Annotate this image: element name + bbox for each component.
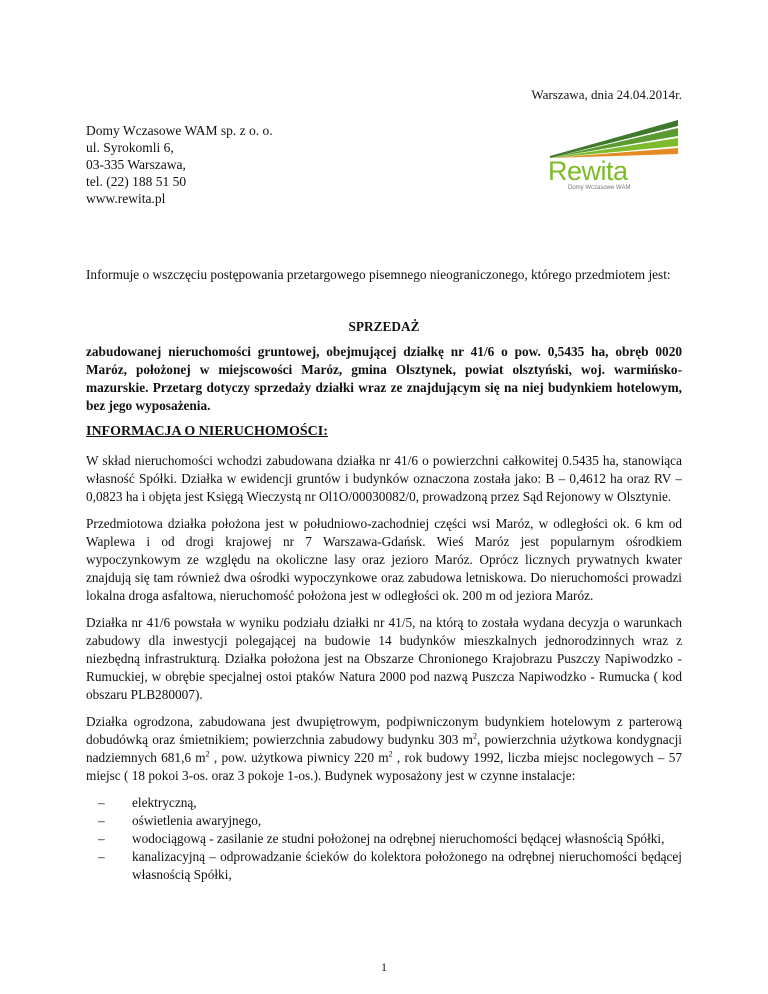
list-marker: –	[98, 831, 105, 846]
list-item	[98, 812, 682, 830]
list-item	[98, 830, 682, 848]
page-number: 1	[381, 960, 387, 974]
building-text-4: , rok budowy 1992, liczba miejsc noclegowych – 57 miejsc ( 18 pokoi 3-os. oraz 3 pokoje 1-os.). Budynek wyposażony jest w czynne instalacje:	[86, 750, 682, 783]
list-item	[98, 794, 682, 812]
paragraph-building	[86, 713, 682, 785]
dateline: Warszawa, dnia 24.04.2014r.	[531, 87, 682, 102]
intro-paragraph: Informuje o wszczęciu postępowania przetargowego pisemnego nieograniczonego, którego przedmiotem jest:	[86, 267, 671, 282]
list-marker: –	[98, 813, 105, 828]
list-item	[98, 848, 682, 884]
sender-phone: tel. (22) 188 51 50	[86, 174, 187, 189]
building-text-3: , pow. użytkowa piwnicy 220 m	[209, 750, 389, 765]
logo-wordmark: Rewita	[548, 156, 628, 186]
sender-city: 03-335 Warszawa,	[86, 157, 186, 172]
superscript-2: 2	[205, 749, 210, 759]
building-text-1: Działka ogrodzona, zabudowana jest dwupiętrowym, podpiwniczonym budynkiem hotelowym z parterową dobudówką oraz śmietnikiem; powierzchnia zabudowy budynku 303 m	[86, 714, 682, 747]
rewita-logo	[548, 118, 680, 194]
list-marker: –	[98, 795, 105, 810]
sender-website: www.rewita.pl	[86, 191, 166, 206]
paragraph-location: Przedmiotowa działka położona jest w południowo-zachodniej części wsi Maróz, w odległości ok. 6 km od Waplewa i od drogi krajowej nr 7 Warszawa-Gdańsk. Wieś Maróz jest popularnym ośrodkiem wypoczynkowym ze względu na okoliczne lasy oraz jezioro Maróz. Oprócz licznych prywatnych kwater znajdują się tam również dwa ośrodki wypoczynkowe oraz zabudowa letniskowa. Do nieruchomości prowadzi lokalna droga asfaltowa, nieruchomość położona jest w odległości ok. 200 m od jeziora Maróz.	[86, 516, 682, 603]
section-title: INFORMACJA O NIERUCHOMOŚCI:	[86, 424, 328, 439]
list-item-text: wodociągową - zasilanie ze studni położonej na odrębnej nieruchomości będącej własnością Spółki,	[132, 831, 665, 846]
superscript-2: 2	[388, 749, 393, 759]
superscript-2: 2	[472, 731, 477, 741]
document-heading: SPRZEDAŻ	[348, 319, 420, 334]
sender-company: Domy Wczasowe WAM sp. z o. o.	[86, 123, 273, 138]
property-description	[86, 452, 682, 884]
list-item-text: kanalizacyjną – odprowadzanie ścieków do kolektora położonego na odrębnej nieruchomości będącej własnością Spółki,	[132, 849, 682, 882]
paragraph-parcel: W skład nieruchomości wchodzi zabudowana działka nr 41/6 o powierzchni całkowitej 0.5435 ha, stanowiąca własność Spółki. Działka w ewidencji gruntów i budynków oznaczona została jako: B – 0,4612 ha oraz RV – 0,0823 ha i objęta jest Księgą Wieczystą nr Ol1O/00030082/0, prowadzoną przez Sąd Rejonowy w Olsztynie.	[86, 453, 682, 504]
paragraph-division: Działka nr 41/6 powstała w wyniku podziału działki nr 41/5, na którą to została wydana decyzja o warunkach zabudowy dla inwestycji polegającej na budowie 14 budynków mieszkalnych jednorodzinnych wraz z niezbędną infrastrukturą. Działka położona jest na Obszarze Chronionego Krajobrazu Puszczy Napiwodzko - Rumuckiej, w obrębie specjalnej ostoi ptaków Natura 2000 pod nazwą Puszcza Napiwodzko - Rumucka ( kod obszaru PLB280007).	[86, 615, 682, 702]
logo-stripes-icon	[548, 118, 680, 158]
sender-street: ul. Syrokomli 6,	[86, 140, 174, 155]
sender-address	[86, 122, 273, 207]
subject-paragraph: zabudowanej nieruchomości gruntowej, obejmującej działkę nr 41/6 o pow. 0,5435 ha, obręb 0020 Maróz, położonej w miejscowości Maróz, gmina Olsztynek, powiat olsztyński, woj. warmińsko-mazurskie. Przetarg dotyczy sprzedaży działki wraz ze znajdującym się na niej budynkiem hotelowym, bez jego wyposażenia.	[86, 344, 682, 413]
list-marker: –	[98, 849, 105, 864]
installations-list	[86, 794, 682, 884]
list-item-text: oświetlenia awaryjnego,	[132, 813, 262, 828]
list-item-text: elektryczną,	[132, 795, 197, 810]
logo-subtitle: Domy Wczasowe WAM	[568, 185, 631, 191]
building-text-2: , powierzchnia użytkowa kondygnacji nadziemnych 681,6 m	[86, 732, 682, 765]
